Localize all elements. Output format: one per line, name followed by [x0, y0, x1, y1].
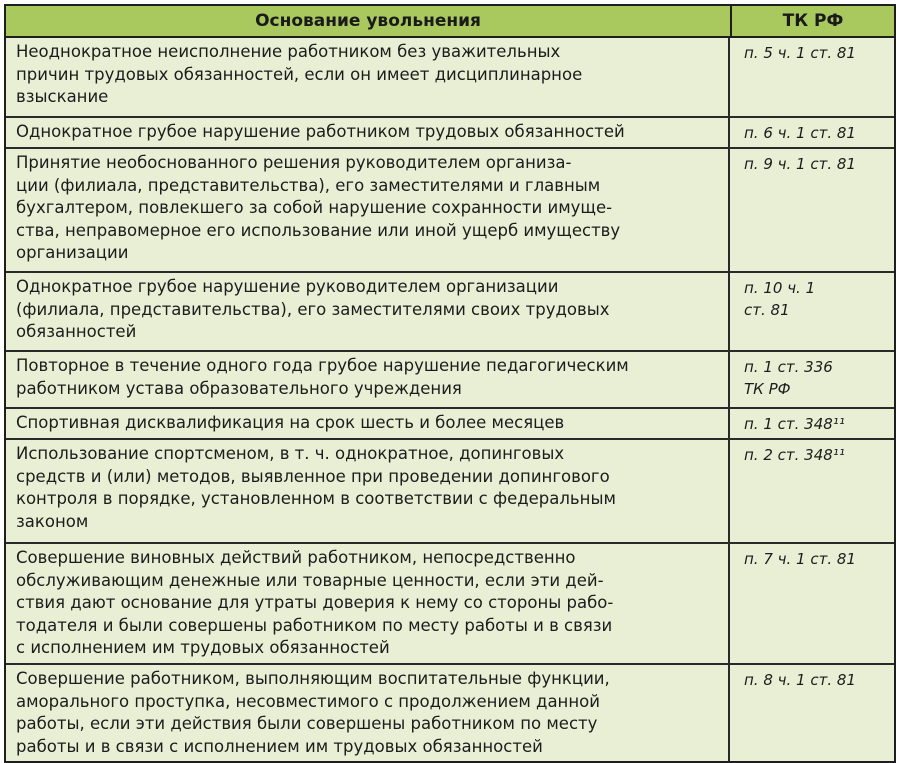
- basis-cell: Неоднократное неисполнение работником без уважительных причин трудовых обязанностей, если он имеет дисциплинарное взыскание: [6, 38, 730, 116]
- basis-cell: Спортивная дисквалификация на срок шесть и более месяцев: [6, 409, 730, 438]
- article-cell: п. 6 ч. 1 ст. 81: [744, 124, 856, 142]
- table-row: [6, 118, 894, 149]
- basis-cell: Использование спортсменом, в т. ч. однократное, допинговых средств и (или) методов, выявленное при проведении допингового контроля в порядке, установленном в соответствии с федеральным законом: [6, 440, 730, 542]
- article-cell: п. 1 ст. 336 ТК РФ: [744, 358, 833, 398]
- basis-cell: Принятие необоснованного решения руководителем организа- ции (филиала, представительства), его заместителями и главным бухгалтером, повлекшего за собой нарушение сохранности имуще- ства, неправомерное его использование или иной ущерб имуществу организации: [6, 149, 730, 271]
- article-cell: п. 9 ч. 1 ст. 81: [744, 155, 856, 173]
- table-row: [6, 149, 894, 273]
- header-code: ТК РФ: [782, 11, 844, 31]
- article-cell: п. 1 ст. 348¹¹: [744, 415, 845, 433]
- table-row: [6, 440, 894, 544]
- article-cell: п. 7 ч. 1 ст. 81: [744, 550, 856, 568]
- basis-cell: Совершение виновных действий работником, непосредственно обслуживающим денежные или товарные ценности, если эти дей- ствия дают основание для утраты доверия к нему со стороны рабо- тодателя и были совершены работником по месту работы и в связи с исполнением им трудовых обязанностей: [6, 544, 730, 663]
- table-row: [6, 665, 894, 761]
- article-cell: п. 10 ч. 1 ст. 81: [744, 279, 816, 319]
- header-basis: Основание увольнения: [6, 6, 732, 36]
- basis-cell: Однократное грубое нарушение руководителем организации (филиала, представительства), его заместителями своих трудовых обязанностей: [6, 273, 730, 350]
- table-row: [6, 273, 894, 352]
- table-row: [6, 38, 894, 118]
- table-header: [6, 6, 894, 38]
- article-cell: п. 5 ч. 1 ст. 81: [744, 44, 856, 62]
- basis-cell: Совершение работником, выполняющим воспитательные функции, аморального проступка, несовместимого с продолжением данной работы, если эти действия были совершены работником по месту работы и в связи с исполнением им трудовых обязанностей: [6, 665, 730, 761]
- table-row: [6, 352, 894, 409]
- article-cell: п. 8 ч. 1 ст. 81: [744, 671, 856, 689]
- table-row: [6, 409, 894, 440]
- table-row: [6, 544, 894, 665]
- dismissal-grounds-table: [4, 4, 896, 763]
- basis-cell: Однократное грубое нарушение работником трудовых обязанностей: [6, 118, 730, 147]
- article-cell: п. 2 ст. 348¹¹: [744, 446, 845, 464]
- basis-cell: Повторное в течение одного года грубое нарушение педагогическим работником устава образовательного учреждения: [6, 352, 730, 407]
